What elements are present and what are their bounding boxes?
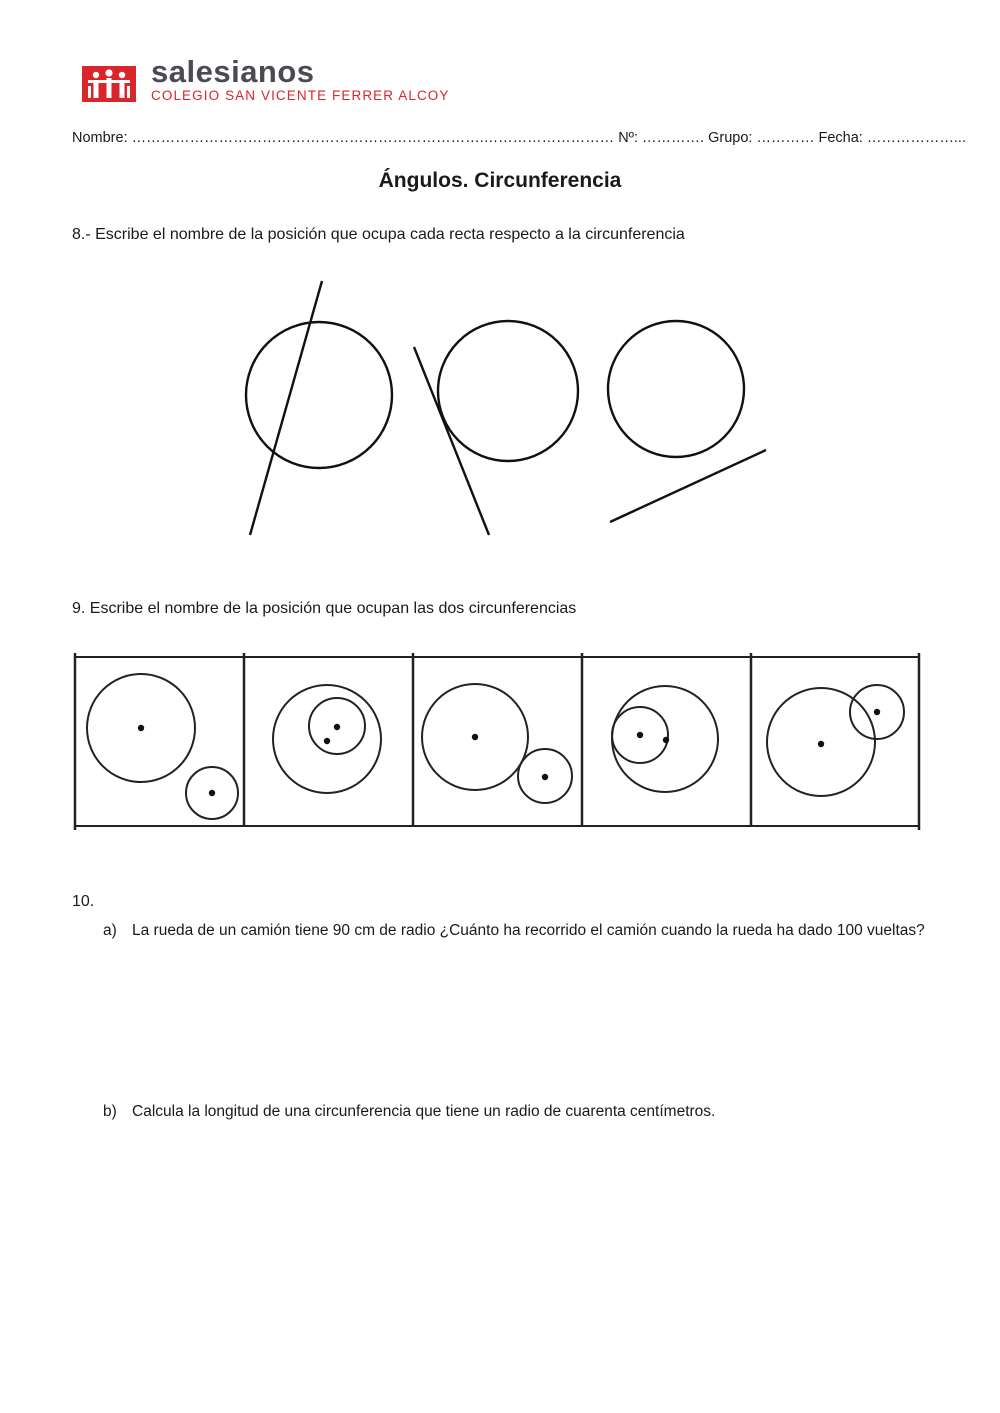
tangent-line — [414, 347, 489, 535]
school-name: COLEGIO SAN VICENTE FERRER ALCOY — [151, 88, 450, 103]
number-label: Nº: — [618, 130, 638, 146]
center-dot — [472, 734, 478, 740]
question-10a-text: La rueda de un camión tiene 90 cm de radio ¿Cuánto ha recorrido el camión cuando la rueda ha dado 100 vueltas? — [132, 922, 925, 939]
question-10a-label: a) — [103, 922, 117, 939]
question-9-figure — [0, 645, 1000, 835]
question-10b-text: Calcula la longitud de una circunferencia que tiene un radio de cuarenta centímetros. — [132, 1103, 716, 1120]
name-field[interactable]: ……………………………………………………………….……………………… — [131, 130, 615, 146]
center-dot — [663, 737, 669, 743]
tangent-circle — [438, 321, 578, 461]
exterior-circle — [608, 321, 744, 457]
center-dot — [637, 732, 643, 738]
center-dot — [334, 724, 340, 730]
group-label: Grupo: — [708, 130, 753, 146]
secant-circle — [246, 322, 392, 468]
center-dot — [542, 774, 548, 780]
question-10-number: 10. — [72, 893, 95, 910]
name-label: Nombre: — [72, 130, 128, 146]
question-8-figure — [0, 260, 1000, 550]
page-title: Ángulos. Circunferencia — [378, 169, 622, 192]
question-10b-label: b) — [103, 1103, 117, 1120]
salesianos-logo-icon — [82, 66, 136, 102]
date-label: Fecha: — [818, 130, 863, 146]
brand-name: salesianos — [151, 54, 315, 89]
center-dot — [209, 790, 215, 796]
number-field[interactable]: ………… — [642, 130, 701, 146]
exterior-line — [610, 450, 766, 522]
center-dot — [818, 741, 824, 747]
question-8-text: 8.- Escribe el nombre de la posición que ocupa cada recta respecto a la circunferencia — [72, 226, 685, 243]
center-dot — [874, 709, 880, 715]
group-field[interactable]: ………… — [756, 130, 815, 146]
center-dot — [324, 738, 330, 744]
secant-line — [250, 281, 322, 535]
student-info-line: Nombre: ……………………………………………………………….……………………… Nº: …………. Grupo: ………… Fecha: ………………... — [72, 130, 966, 146]
question-9-text: 9. Escribe el nombre de la posición que ocupan las dos circunferencias — [72, 600, 577, 617]
center-dot — [138, 725, 144, 731]
date-field[interactable]: ……………….. — [866, 130, 962, 146]
